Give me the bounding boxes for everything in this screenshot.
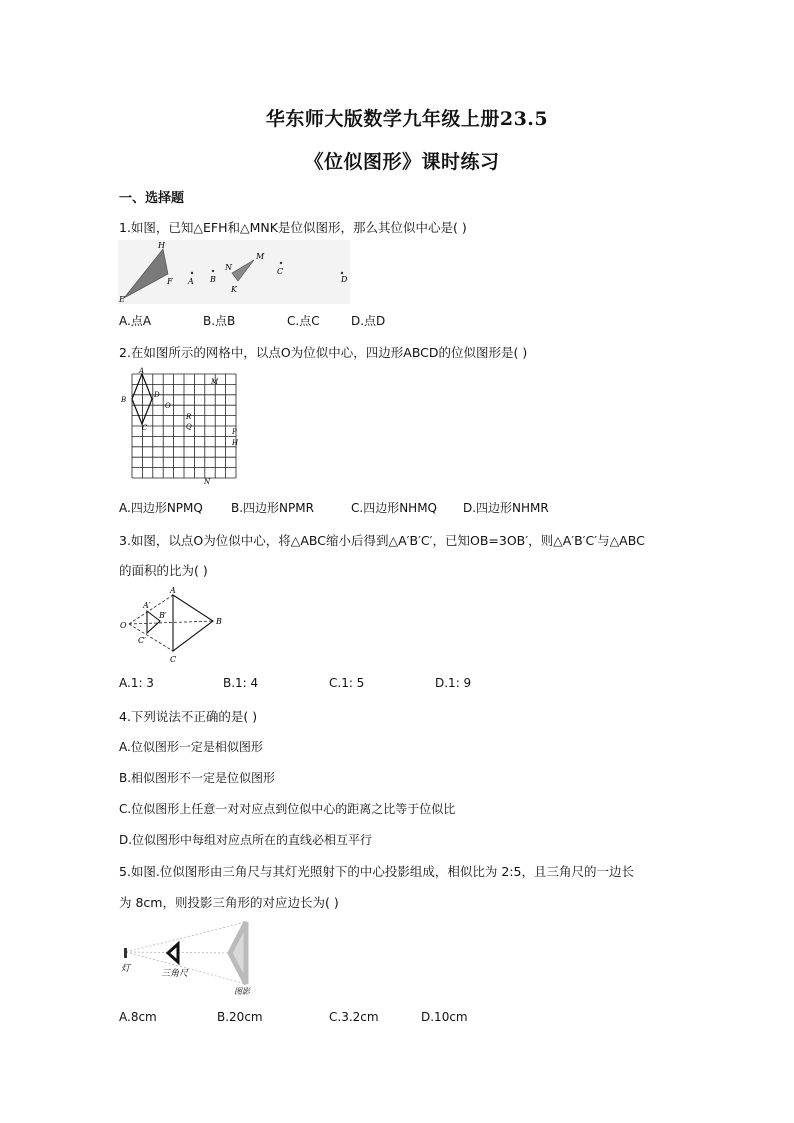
q4-option-d[interactable]: D.位似图形中每组对应点所在的直线必相互平行 <box>119 833 373 847</box>
question-1-text: 1.如图，已知△EFH和△MNK是位似图形，那么其位似中心是( ) <box>119 220 467 235</box>
label-c1: C′ <box>138 636 146 645</box>
label-h: H <box>232 439 239 447</box>
q3-option-a[interactable]: A.1: 3 <box>119 676 154 690</box>
question-2-figure <box>118 366 244 488</box>
q3-option-c[interactable]: C.1: 5 <box>329 676 365 690</box>
question-3-figure <box>118 584 230 666</box>
q4-option-b[interactable]: B.相似图形不一定是位似图形 <box>119 771 276 785</box>
label-o: O <box>165 402 171 410</box>
label-a: A <box>188 277 194 286</box>
label-r: R <box>186 413 192 421</box>
label-b: B <box>216 617 222 626</box>
label-f: F <box>167 277 173 286</box>
q2-option-b[interactable]: B.四边形NPMR <box>231 501 314 515</box>
label-c: C <box>170 655 177 664</box>
q3-option-d[interactable]: D.1: 9 <box>435 676 472 690</box>
question-1-figure <box>118 240 350 304</box>
q1-option-b[interactable]: B.点B <box>203 314 236 328</box>
label-b: B <box>121 396 127 404</box>
label-b1: B′ <box>159 611 167 620</box>
point-a <box>191 272 193 274</box>
q5-option-d[interactable]: D.10cm <box>421 1010 468 1024</box>
question-4-text: 4.下列说法不正确的是( ) <box>119 709 258 724</box>
label-shadow: 图影 <box>234 987 250 996</box>
label-lamp: 灯 <box>121 964 131 974</box>
label-c: C <box>142 424 148 432</box>
lamp-icon <box>124 948 127 958</box>
q4-option-c[interactable]: C.位似图形上任意一对对应点到位似中心的距离之比等于位似比 <box>119 802 456 816</box>
label-p: P <box>232 428 237 436</box>
label-b: B <box>210 275 216 284</box>
label-a1: A′ <box>143 601 151 610</box>
question-3-text-line2: 的面积的比为( ) <box>119 563 208 578</box>
question-5-text-line1: 5.如图.位似图形由三角尺与其灯光照射下的中心投影组成，相似比为 2:5，且三角尺的一边长 <box>119 864 634 879</box>
q5-option-c[interactable]: C.3.2cm <box>329 1010 379 1024</box>
page-title: 华东师大版数学九年级上册23.5 <box>265 108 549 130</box>
q2-option-c[interactable]: C.四边形NHMQ <box>351 501 437 515</box>
question-5-figure <box>118 918 258 998</box>
label-c: C <box>277 267 284 276</box>
point-b <box>212 270 214 272</box>
q2-option-a[interactable]: A.四边形NPMQ <box>119 501 203 515</box>
section-heading: 一、选择题 <box>119 191 185 206</box>
question-3-text-line1: 3.如图，以点O为位似中心，将△ABC缩小后得到△A′B′C′，已知OB=3OB′，则△A′B′C′与△ABC <box>119 533 645 548</box>
label-k: K <box>231 285 237 294</box>
q4-option-a[interactable]: A.位似图形一定是相似图形 <box>119 740 263 754</box>
label-h: H <box>158 241 165 250</box>
label-m: M <box>256 252 265 261</box>
question-5-text-line2: 为 8cm，则投影三角形的对应边长为( ) <box>119 895 339 910</box>
label-ruler: 三角尺 <box>161 969 189 979</box>
label-e: E <box>119 295 125 304</box>
q5-option-b[interactable]: B.20cm <box>217 1010 263 1024</box>
label-a: A <box>139 367 145 375</box>
label-q: Q <box>186 423 192 431</box>
label-d: D <box>154 391 160 399</box>
triangle-abc <box>173 595 213 651</box>
q1-option-d[interactable]: D.点D <box>351 314 386 328</box>
point-c <box>280 262 282 264</box>
q2-option-d[interactable]: D.四边形NHMR <box>463 501 549 515</box>
q1-option-a[interactable]: A.点A <box>119 314 152 328</box>
q5-option-a[interactable]: A.8cm <box>119 1010 157 1024</box>
label-n: N <box>225 263 232 272</box>
triangle-ruler <box>168 944 178 962</box>
q3-option-b[interactable]: B.1: 4 <box>223 676 259 690</box>
label-o: O <box>120 621 127 630</box>
label-m: M <box>211 378 219 386</box>
question-2-text: 2.在如图所示的网格中，以点O为位似中心，四边形ABCD的位似图形是( ) <box>119 345 528 360</box>
shadow-triangle <box>230 922 246 984</box>
point-d <box>341 272 343 274</box>
label-n: N <box>204 478 211 486</box>
q1-option-c[interactable]: C.点C <box>287 314 320 328</box>
page-subtitle: 《位似图形》课时练习 <box>304 151 500 173</box>
label-d: D <box>341 275 348 284</box>
label-a: A <box>170 586 176 595</box>
